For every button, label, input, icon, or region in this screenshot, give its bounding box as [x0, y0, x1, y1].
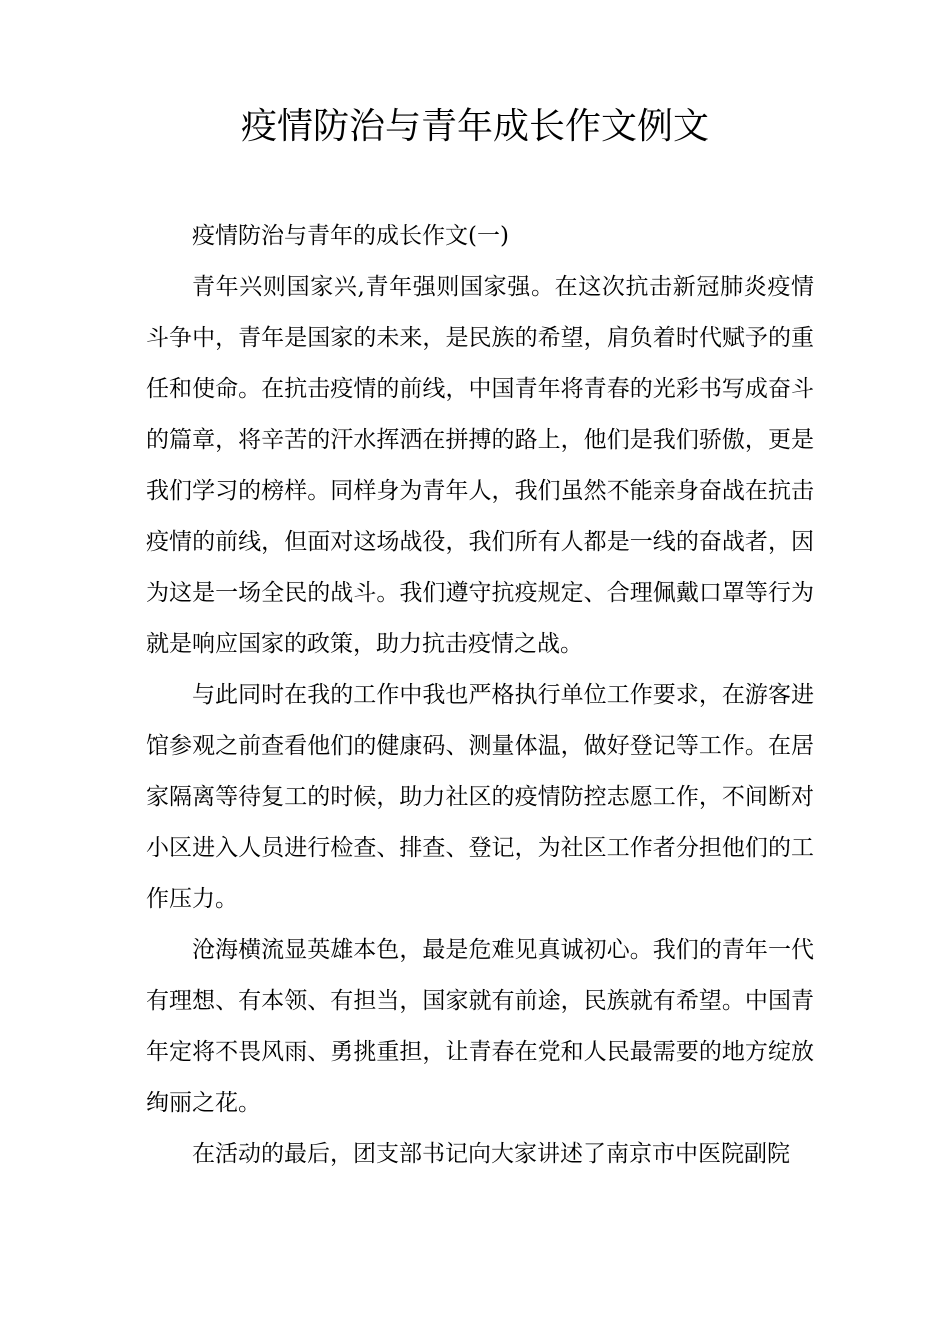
paragraph: 沧海横流显英雄本色，最是危难见真诚初心。我们的青年一代有理想、有本领、有担当，国家就有前途，民族就有希望。中国青年定将不畏风雨、勇挑重担，让青春在党和人民最需要的地方绽放绚丽之花。 [146, 937, 814, 1116]
paragraph: 青年兴则国家兴,青年强则国家强。在这次抗击新冠肺炎疫情斗争中，青年是国家的未来，是民族的希望，肩负着时代赋予的重任和使命。在抗击疫情的前线，中国青年将青春的光彩书写成奋斗的篇章，将辛苦的汗水挥洒在拼搏的路上，他们是我们骄傲，更是我们学习的榜样。同样身为青年人，我们虽然不能亲身奋战在抗击疫情的前线，但面对这场战役，我们所有人都是一线的奋战者，因为这是一场全民的战斗。我们遵守抗疫规定、合理佩戴口罩等行为就是响应国家的政策，助力抗击疫情之战。 [146, 274, 814, 657]
paragraph: 与此同时在我的工作中我也严格执行单位工作要求，在游客进馆参观之前查看他们的健康码、测量体温，做好登记等工作。在居家隔离等待复工的时候，助力社区的疫情防控志愿工作，不间断对小区进入人员进行检查、排查、登记，为社区工作者分担他们的工作压力。 [146, 682, 814, 912]
document-title: 疫情防治与青年成长作文例文 [240, 106, 709, 147]
document-body [146, 211, 814, 1180]
paragraph-subtitle: 疫情防治与青年的成长作文(一) [192, 223, 509, 249]
paragraph: 在活动的最后，团支部书记向大家讲述了南京市中医院副院 [192, 1141, 790, 1167]
